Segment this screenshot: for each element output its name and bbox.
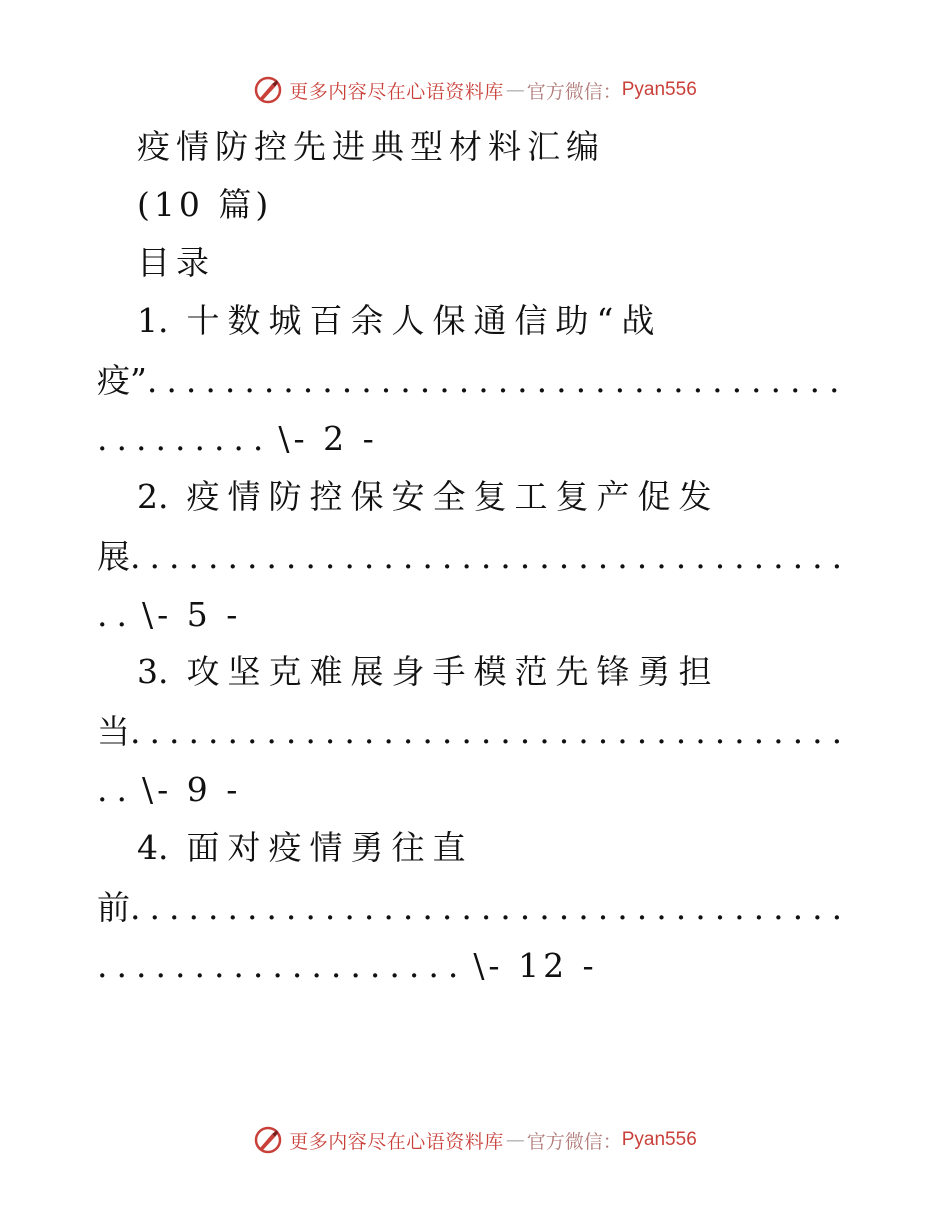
toc-entry-number: 1. bbox=[137, 301, 169, 340]
toc-page-number: \- 2 - bbox=[278, 419, 378, 458]
toc-heading: 目录 bbox=[137, 243, 215, 282]
toc-entry-2-tail bbox=[97, 595, 241, 635]
banner-text: 更多内容尽在心语资料库 bbox=[289, 80, 504, 103]
toc-entry-4-tail bbox=[97, 946, 598, 986]
banner-separator: — bbox=[505, 1129, 525, 1151]
toc-entry-title: 十数城百余人保通信助“战 bbox=[186, 301, 663, 340]
toc-page-number: \- 12 - bbox=[473, 946, 598, 985]
toc-entry-number: 2. bbox=[137, 477, 169, 516]
leader-dots bbox=[130, 712, 842, 752]
toc-entry-number: 3. bbox=[137, 652, 169, 691]
banner-wechat-id: Pyan556 bbox=[621, 1129, 697, 1150]
leader-dots: ......... bbox=[97, 419, 273, 458]
pen-logo-icon bbox=[253, 1125, 283, 1155]
banner-wechat-label: 官方微信： bbox=[526, 1130, 622, 1153]
toc-entry-2-leader bbox=[97, 537, 842, 577]
leader-dots: .. bbox=[97, 770, 136, 809]
toc-entry-title: 面对疫情勇往直 bbox=[186, 828, 474, 867]
toc-entry-title: 攻坚克难展身手模范先锋勇担 bbox=[186, 652, 720, 691]
toc-entry-3-tail bbox=[97, 770, 241, 810]
toc-entry-title: 疫情防控保安全复工复产促发 bbox=[186, 477, 720, 516]
toc-entry-3-leader bbox=[97, 712, 842, 752]
banner-wechat-label: 官方微信： bbox=[526, 80, 622, 103]
banner-separator: — bbox=[505, 79, 525, 101]
leader-dots bbox=[147, 361, 842, 401]
leader-dots: ................... bbox=[97, 946, 468, 985]
toc-entry-title-tail: 前 bbox=[97, 888, 130, 927]
leader-dots bbox=[130, 537, 842, 577]
banner-text: 更多内容尽在心语资料库 bbox=[289, 1130, 504, 1153]
document-count: (10 篇) bbox=[137, 185, 273, 224]
header-banner bbox=[0, 70, 950, 110]
toc-entry-1-leader bbox=[97, 361, 842, 401]
toc-entry-title-tail: 展 bbox=[97, 537, 130, 576]
toc-entry-number: 4. bbox=[137, 828, 169, 867]
toc-entry-4-leader bbox=[97, 888, 842, 928]
banner-wechat-id: Pyan556 bbox=[621, 79, 697, 100]
toc-entry-1-head[interactable] bbox=[137, 301, 662, 341]
toc-page-number: \- 5 - bbox=[141, 595, 242, 634]
document-title: 疫情防控先进典型材料汇编 bbox=[137, 127, 605, 166]
toc-entry-2-head[interactable] bbox=[137, 477, 720, 517]
leader-dots bbox=[130, 888, 842, 928]
toc-entry-4-head[interactable] bbox=[137, 828, 474, 868]
toc-entry-3-head[interactable] bbox=[137, 652, 720, 692]
leader-dots: .. bbox=[97, 595, 136, 634]
pen-logo-icon bbox=[253, 75, 283, 105]
toc-entry-title-tail: 疫” bbox=[97, 361, 147, 400]
toc-page-number: \- 9 - bbox=[141, 770, 242, 809]
toc-entry-1-tail bbox=[97, 419, 378, 459]
toc-entry-title-tail: 当 bbox=[97, 712, 130, 751]
footer-banner bbox=[0, 1120, 950, 1160]
